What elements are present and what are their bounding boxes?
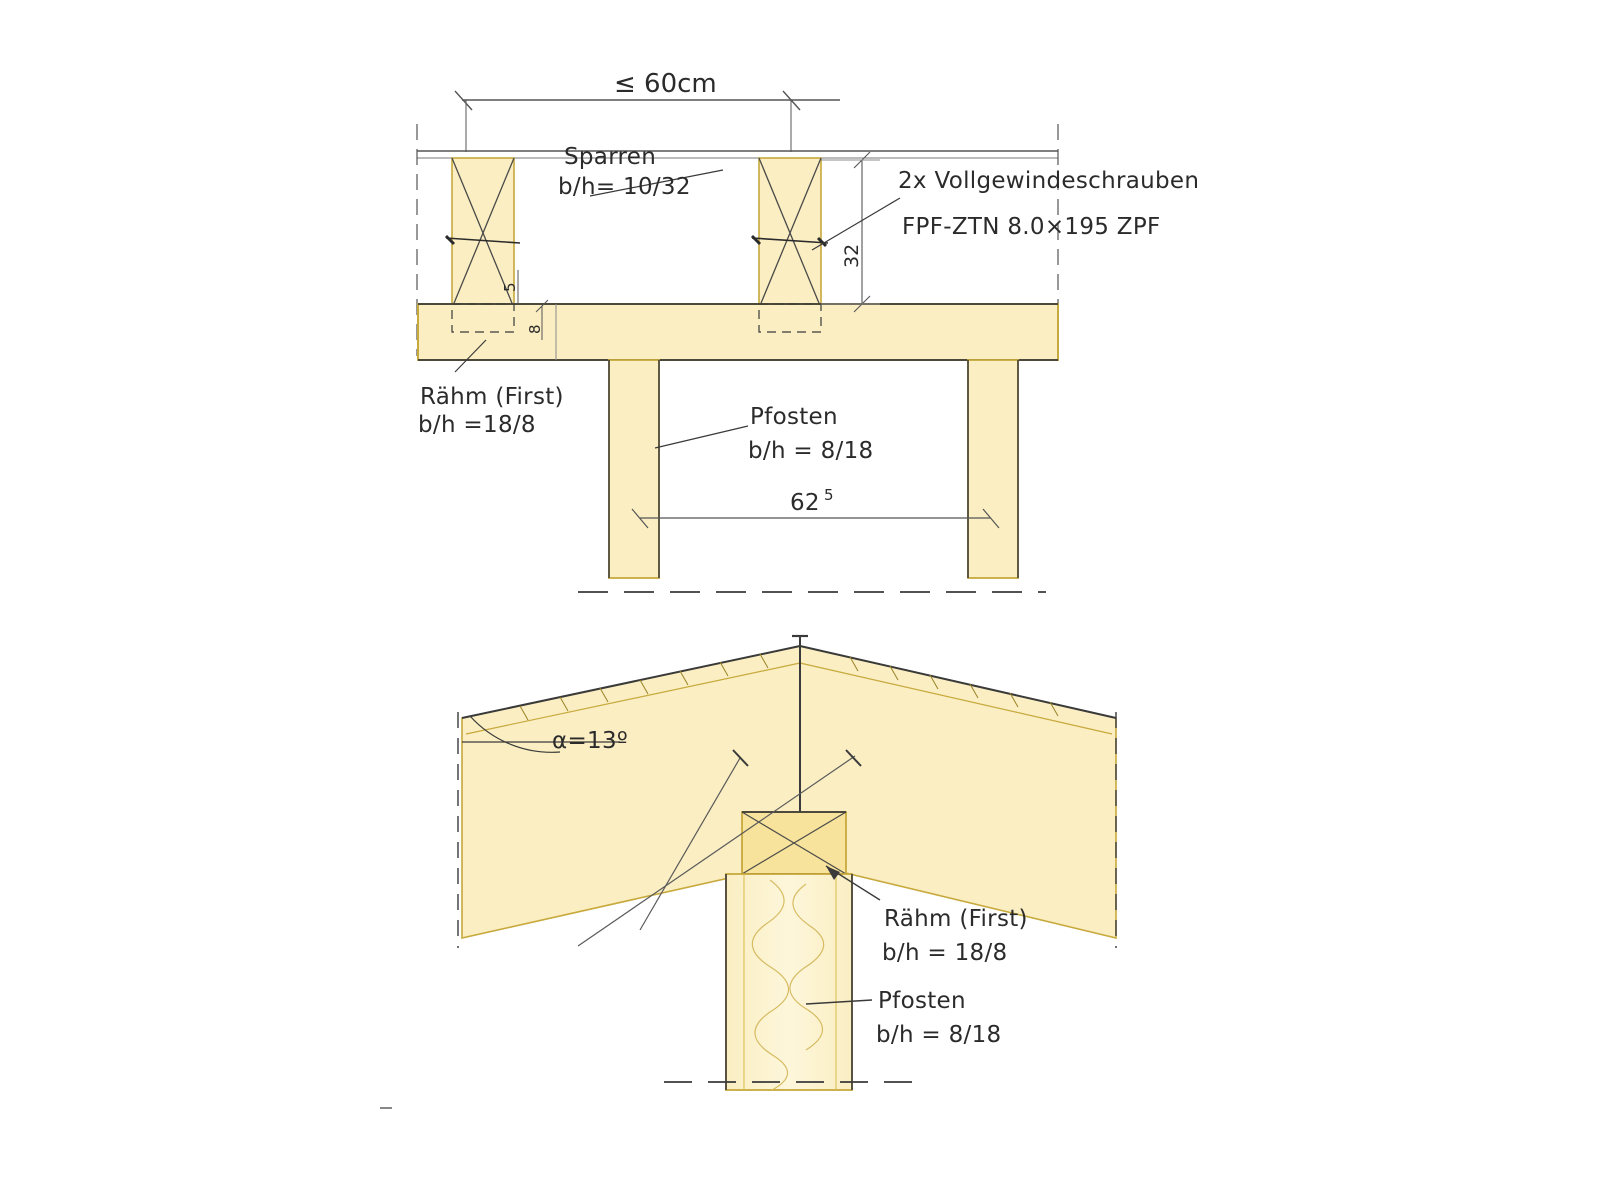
label-rafter-spec: b/h= 10/32 (558, 174, 691, 200)
leader-post-top (655, 426, 748, 448)
leader-screws (812, 198, 900, 250)
ridge-purlin-beam (418, 304, 1058, 360)
dim-post-spacing-label: 62 (790, 490, 820, 516)
bottom-view-group (380, 636, 1116, 1108)
label-rafter: Sparren (564, 144, 657, 170)
label-purlin-spec-bottom: b/h = 18/8 (882, 940, 1008, 966)
dim-post-spacing (632, 486, 999, 528)
dim-rafter-depth (821, 152, 880, 312)
label-post-bottom: Pfosten (878, 988, 966, 1014)
ridge-purlin-block (742, 812, 846, 874)
label-roof-angle: α=13º (552, 728, 629, 754)
label-purlin-spec-top: b/h =18/8 (418, 412, 536, 438)
post-right (968, 360, 1018, 578)
label-screws-line1: 2x Vollgewindeschrauben (898, 168, 1200, 194)
label-screws-line2: FPF-ZTN 8.0×195 ZPF (902, 214, 1161, 240)
label-purlin-bottom: Rähm (First) (884, 906, 1028, 932)
dim-rafter-spacing (455, 69, 840, 152)
label-post-spec-top: b/h = 8/18 (748, 438, 874, 464)
label-post-spec-bottom: b/h = 8/18 (876, 1022, 1002, 1048)
label-purlin-top: Rähm (First) (420, 384, 564, 410)
post-left (609, 360, 659, 578)
dim-beam-height-label: 8 (526, 324, 544, 334)
dim-rafter-spacing-label: ≤ 60cm (614, 69, 717, 99)
top-view-group (417, 69, 1199, 592)
post-bottom (726, 874, 852, 1090)
dim-post-spacing-sup: 5 (824, 486, 834, 504)
label-post-top: Pfosten (750, 404, 838, 430)
dim-notch-depth-label: 5 (501, 282, 519, 292)
dim-rafter-depth-label: 32 (841, 243, 863, 268)
rafter-right (752, 158, 828, 308)
